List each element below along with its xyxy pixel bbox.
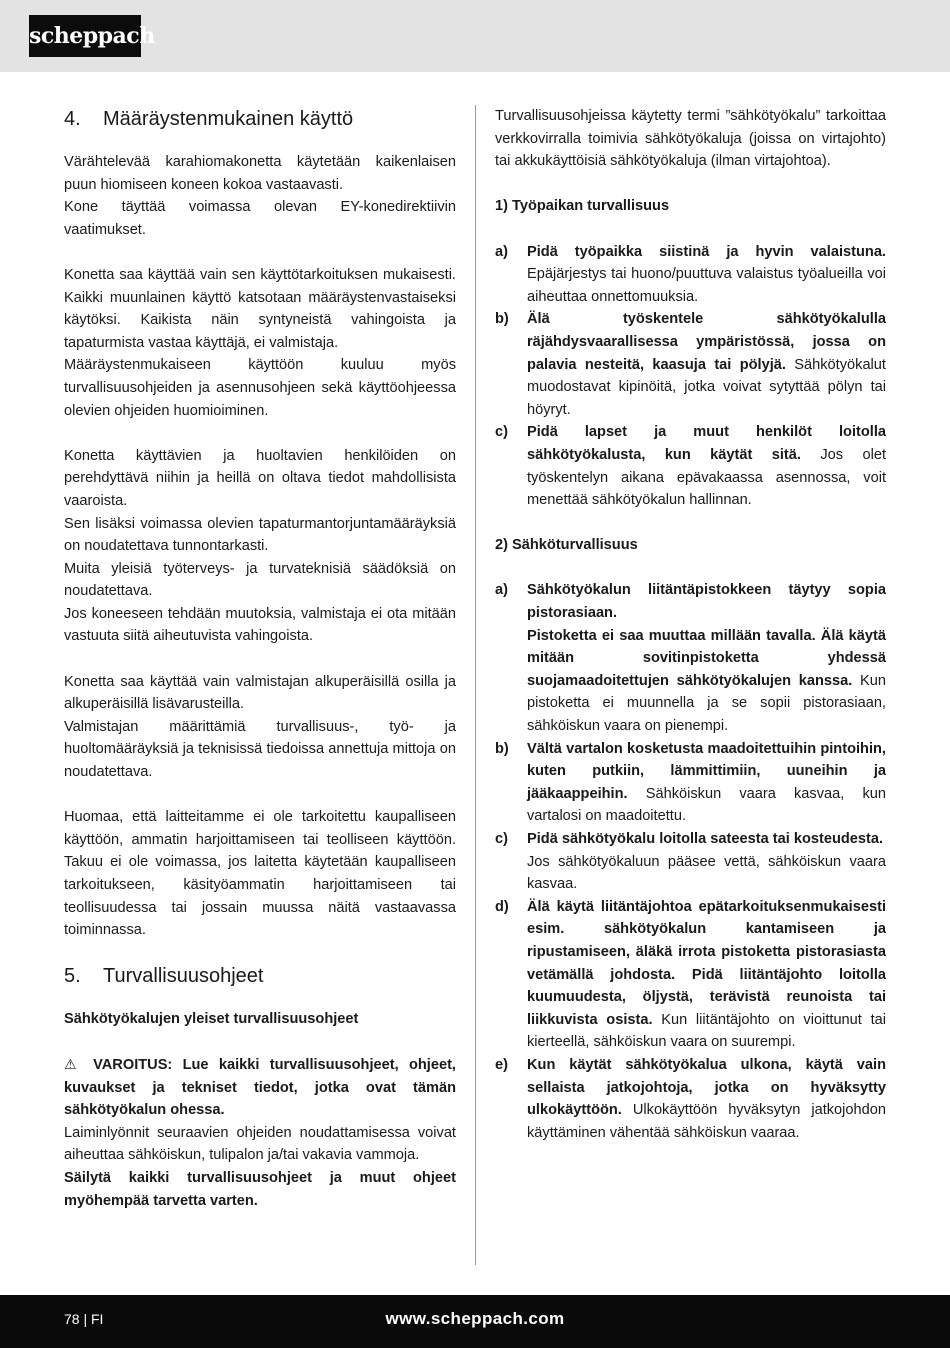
logo-text: scheppach [29,23,155,49]
paragraph: Konetta saa käyttää vain valmistajan alkuperäisillä osilla ja alkuperäisillä lisävarusteilla. [64,673,456,713]
section-4-title: Määräystenmukainen käyttö [103,108,354,130]
paragraph: Turvallisuusohjeissa käytetty termi ”sähkötyökalu” tarkoittaa verkkovirralla toimivia sähkötyökaluja (joissa on virtajohto) tai akkukäyttöisiä sähkötyökaluja (ilman virtajohtoa). [495,108,886,170]
list-item: c) Pidä sähkötyökalu loitolla sateesta tai kosteudesta. Jos sähkötyökaluun pääsee vettä, sähköiskun vaara kasvaa. [495,828,886,896]
header-band [0,0,950,72]
list-item-label: b) [495,740,509,757]
list-item-label: c) [495,424,508,441]
list-item: b) Älä työskentele sähkötyökalulla räjähdysvaarallisessa ympäristössä, jossa on palavia nesteitä, kaasuja tai pölyjä. Sähkötyökalut muodostavat kipinöitä, jotka voivat sytyttää pölyn tai höyryt. [495,308,886,421]
column-divider [475,105,476,1265]
list-item: b) Vältä vartalon kosketusta maadoitettuihin pintoihin, kuten putkiin, lämmittimiin, uuneihin ja jääkaappeihin. Sähköiskun vaara kasvaa, kun vartalosi on maadoitettu. [495,738,886,828]
section-5-heading [64,962,456,990]
paragraph: Värähtelevää karahiomakonetta käytetään kaikenlaisen puun hiomiseen koneen kokoa vastaavasti. [64,154,456,193]
paragraph: Jos koneeseen tehdään muutoksia, valmistaja ei ota mitään vastuuta siitä aiheutuvista vahingoista. [64,605,456,645]
scheppach-logo [29,15,155,57]
left-column [64,105,456,1212]
workplace-safety-heading: 1) Työpaikan turvallisuus [495,198,670,215]
warning-icon: ⚠ [64,1055,83,1072]
paragraph: Kone täyttää voimassa olevan EY-konedirektiivin vaatimukset. [64,199,456,238]
list-item-label: d) [495,898,509,915]
section-4-number: 4. [64,108,81,130]
section-5-subheading: Sähkötyökalujen yleiset turvallisuusohjeet [64,1010,359,1027]
paragraph: Sen lisäksi voimassa olevien tapaturmantorjuntamääräyksiä on noudatettava tunnontarkasti. [64,515,456,555]
list-item: a) Sähkötyökalun liitäntäpistokkeen täytyy sopia pistorasiaan. Pistoketta ei saa muuttaa millään tavalla. Älä käytä mitään sovitinpistoketta yhdessä suojamaadoitettujen sähkötyökalujen kanssa. Kun pistoketta ei muunnella ja se sopii pistorasiaan, sähköiskun vaara on pienempi. [495,579,886,737]
list-item: d) Älä käytä liitäntäjohtoa epätarkoituksenmukaisesti esim. sähkötyökalun kantamiseen ja ripustamiseen, äläkä irrota pistoketta pistorasiasta vetämällä johdosta. Pidä liitäntäjohto loitolla kuumuudesta, öljystä, terävistä reunoista tai liikkuvista osista. Kun liitäntäjohto on vioittunut tai kierteellä, sähköiskun vaara on suurempi. [495,896,886,1054]
page-number: 78 | FI [64,1311,104,1327]
section-5-number: 5. [64,964,81,987]
list-item-label: b) [495,311,509,328]
paragraph: Konetta saa käyttää vain sen käyttötarkoituksen mukaisesti. Kaikki muunlainen käyttö katsotaan määräystenvastaiseksi käytöksi. Kaikista näin syntyneistä vahingoista ja tapaturmista vastaa käyttäjä, ei valmistaja. [64,266,456,351]
paragraph: Konetta käyttävien ja huoltavien henkilöiden on perehdyttävä niihin ja heillä on oltava tiedot mahdollisista vaaroista. [64,447,456,509]
warning-text: VAROITUS: Lue kaikki turvallisuusohjeet, ohjeet, kuvaukset ja tekniset tiedot, jotka ovat tämän sähkötyökalun ohessa. [64,1056,456,1119]
footer [0,1295,950,1348]
section-4-heading [64,105,456,133]
list-item: a) Pidä työpaikka siistinä ja hyvin valaistuna. Epäjärjestys tai huono/puuttuva valaistus työalueilla voi aiheuttaa onnettomuuksia. [495,241,886,309]
keep-instructions: Säilytä kaikki turvallisuusohjeet ja muut ohjeet myöhempää tarvetta varten. [64,1169,456,1209]
right-column [495,105,886,1144]
paragraph: Huomaa, että laitteitamme ei ole tarkoitettu kaupalliseen käyttöön, ammatin harjoittamiseen tai teolliseen käyttöön. Takuu ei ole voimassa, jos laitetta käytetään kaupalliseen tarkoitukseen, käsityöammatin harjoittamiseen tai teollisuudessa tai jossain muussa näitä vastaavassa toiminnassa. [64,809,456,939]
electrical-safety-heading: 2) Sähköturvallisuus [495,537,638,554]
paragraph: Valmistajan määrittämiä turvallisuus-, työ- ja huoltomääräyksiä ja teknisissä tiedoissa annettuja mittoja on noudatettava. [64,718,456,781]
paragraph: Muita yleisiä työterveys- ja turvateknisiä säädöksiä on noudatettava. [64,560,456,600]
paragraph: Määräystenmukaiseen käyttöön kuuluu myös turvallisuusohjeiden ja asennusohjeen sekä käyttöohjeessa olevien ohjeiden huomioiminen. [64,357,456,419]
section-5-title: Turvallisuusohjeet [103,964,264,987]
list-item-label: e) [495,1056,508,1073]
warning-paragraph [64,1053,456,1122]
list-item-label: a) [495,582,508,599]
list-item-label: a) [495,243,508,260]
list-item: c) Pidä lapset ja muut henkilöt loitolla sähkötyökalusta, kun käytät sitä. Jos olet työskentelyn aikana epävakaassa asennossa, voit menettää sähkötyökalun hallinnan. [495,421,886,511]
list-item: e) Kun käytät sähkötyökalua ulkona, käytä vain sellaista jatkojohtoja, jotka on hyväksytty ulkokäyttöön. Ulkokäyttöön hyväksytyn jatkojohdon käyttäminen vähentää sähköiskun vaaraa. [495,1054,886,1144]
list-item-label: c) [495,831,508,847]
paragraph: Laiminlyönnit seuraavien ohjeiden noudattamisessa voivat aiheuttaa sähköiskun, tulipalon ja/tai vakavia vammoja. [64,1124,456,1164]
website-link[interactable]: www.scheppach.com [385,1309,565,1328]
